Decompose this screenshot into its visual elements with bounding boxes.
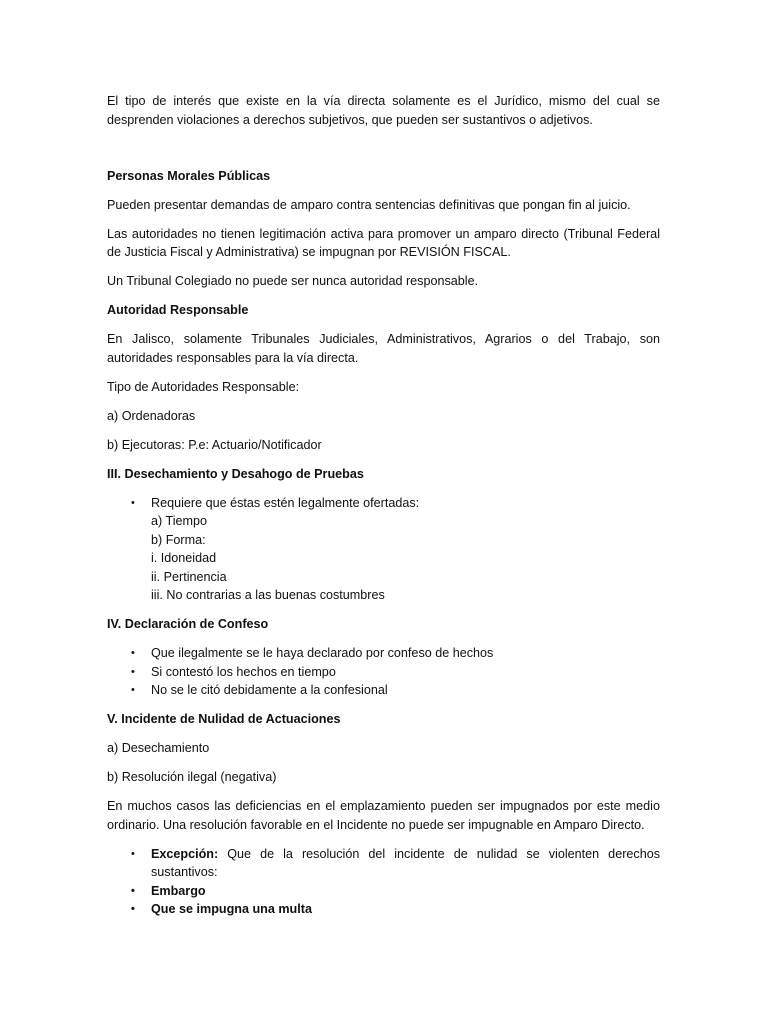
- bullet-icon: •: [131, 684, 135, 696]
- heading-autoridad-responsable: Autoridad Responsable: [107, 303, 249, 317]
- confeso-bullet-item: [131, 681, 660, 700]
- heading-personas-morales: Personas Morales Públicas: [107, 168, 271, 183]
- paragraph-tipo-autoridades: Tipo de Autoridades Responsable:: [107, 379, 300, 394]
- bullet-icon: •: [131, 496, 135, 509]
- heading-pruebas: III. Desechamiento y Desahogo de Pruebas: [107, 466, 364, 481]
- nulidad-bullet-item: [131, 882, 660, 901]
- item-ordenadoras: a) Ordenadoras: [107, 408, 196, 423]
- pruebas-bullet-main: Requiere que éstas estén legalmente ofertadas:: [151, 495, 420, 510]
- heading-nulidad: V. Incidente de Nulidad de Actuaciones: [107, 712, 341, 726]
- item-ejecutoras: b) Ejecutoras: P.e: Actuario/Notificador: [107, 437, 322, 452]
- confeso-bullet-item: [131, 663, 660, 682]
- confeso-bullet-list: [107, 644, 660, 700]
- exception-text: Que de la resolución del incidente de nulidad se violenten derechos sustantivos:: [151, 846, 660, 879]
- pruebas-sub-forma: b) Forma:: [151, 532, 206, 547]
- pruebas-sub-idoneidad: i. Idoneidad: [151, 551, 217, 565]
- nulidad-bullet-list: [107, 845, 660, 919]
- exception-label: Excepción:: [151, 846, 219, 861]
- pruebas-bullet-list: [107, 494, 660, 605]
- pruebas-sub-pertinencia: ii. Pertinencia: [151, 569, 227, 584]
- confeso-bullet-text: Si contestó los hechos en tiempo: [151, 664, 336, 679]
- pruebas-sub-tiempo: a) Tiempo: [151, 514, 207, 528]
- paragraph-legitimacion: Las autoridades no tienen legitimación activa para promover un amparo directo (Tribunal Federal de Justicia Fiscal y Administrativa) se impugnan por REVISIÓN FISCAL.: [107, 226, 660, 259]
- item-desechamiento: a) Desechamiento: [107, 741, 210, 755]
- bullet-icon: •: [131, 903, 135, 915]
- paragraph-tribunal-colegiado: Un Tribunal Colegiado no puede ser nunca autoridad responsable.: [107, 274, 479, 288]
- bullet-icon: •: [131, 847, 135, 860]
- bullet-embargo: Embargo: [151, 883, 206, 898]
- bullet-multa: Que se impugna una multa: [151, 902, 312, 916]
- heading-confeso: IV. Declaración de Confeso: [107, 617, 269, 631]
- spacer: [107, 140, 660, 167]
- confeso-bullet-text: Que ilegalmente se le haya declarado por confeso de hechos: [151, 646, 494, 660]
- item-resolucion-ilegal: b) Resolución ilegal (negativa): [107, 770, 277, 784]
- nulidad-bullet-item: [131, 845, 660, 882]
- bullet-icon: •: [131, 665, 135, 678]
- paragraph-jalisco: En Jalisco, solamente Tribunales Judiciales, Administrativos, Agrarios o del Trabajo, son autoridades responsables para la vía directa.: [107, 332, 660, 365]
- confeso-bullet-text: No se le citó debidamente a la confesional: [151, 683, 388, 697]
- paragraph-emplazamiento: En muchos casos las deficiencias en el emplazamiento pueden ser impugnados por este medio ordinario. Una resolución favorable en el Incidente no puede ser impugnable en Amparo Directo.: [107, 799, 660, 832]
- pruebas-sub-costumbres: iii. No contrarias a las buenas costumbres: [151, 588, 385, 602]
- confeso-bullet-item: [131, 644, 660, 663]
- bullet-icon: •: [131, 647, 135, 659]
- pruebas-bullet-item: [131, 494, 660, 605]
- intro-paragraph: El tipo de interés que existe en la vía directa solamente es el Jurídico, mismo del cual se desprenden violaciones a derechos subjetivos, que pueden ser sustantivos o adjetivos.: [107, 94, 660, 127]
- bullet-icon: •: [131, 884, 135, 897]
- paragraph-demandas: Pueden presentar demandas de amparo contra sentencias definitivas que pongan fin al juicio.: [107, 197, 631, 212]
- nulidad-bullet-item: [131, 900, 660, 919]
